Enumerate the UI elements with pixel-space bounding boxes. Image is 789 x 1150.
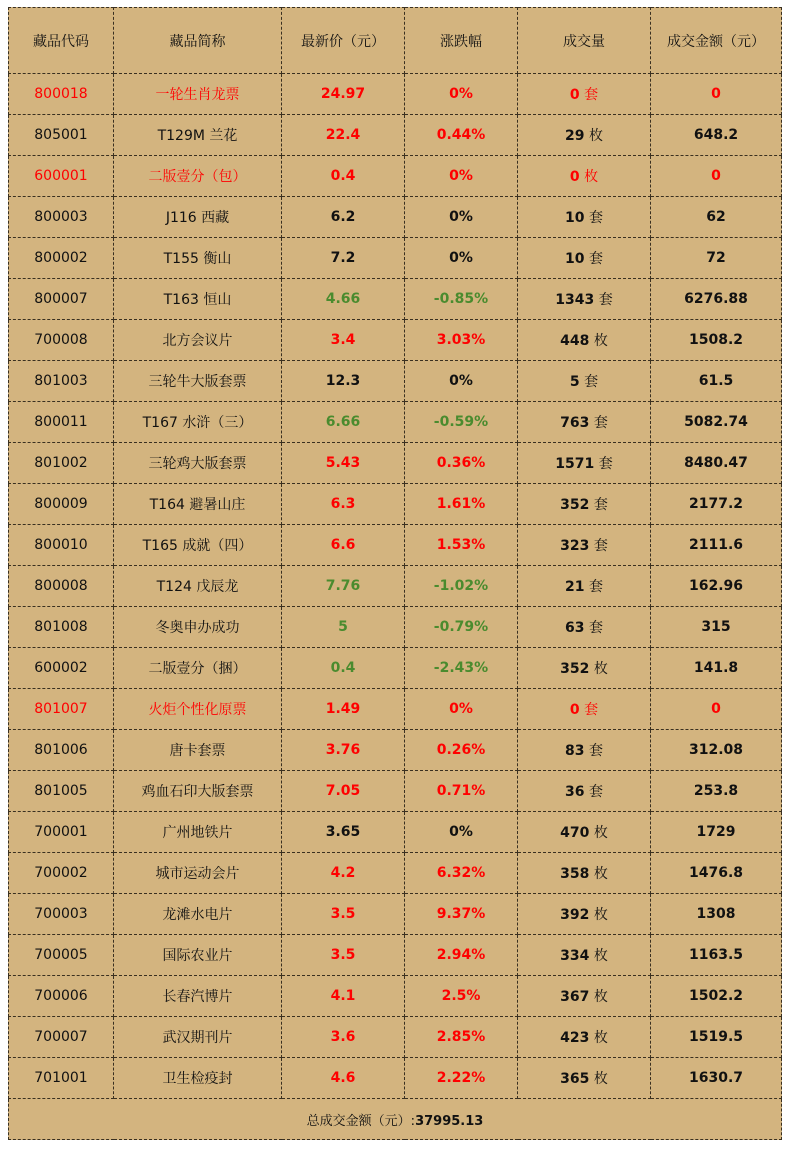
cell-volume: [518, 443, 651, 484]
cell-change: 0%: [405, 812, 518, 853]
table-row[interactable]: [9, 320, 782, 361]
table-footer-row: [9, 1099, 782, 1140]
table-row[interactable]: [9, 443, 782, 484]
volume-unit: 枚: [593, 661, 608, 677]
cell-volume: [518, 156, 651, 197]
header-price[interactable]: 最新价（元）: [282, 8, 405, 74]
cell-price: 7.05: [282, 771, 405, 812]
cell-price: 6.3: [282, 484, 405, 525]
volume-number: 470: [560, 825, 590, 841]
cell-amount: 253.8: [651, 771, 782, 812]
cell-name: 鸡血石印大版套票: [114, 771, 282, 812]
cell-amount: 62: [651, 197, 782, 238]
volume-unit: 套: [598, 456, 613, 472]
table-row[interactable]: [9, 976, 782, 1017]
cell-amount: 1502.2: [651, 976, 782, 1017]
cell-change: 0.26%: [405, 730, 518, 771]
table-row[interactable]: [9, 484, 782, 525]
volume-number: 334: [560, 948, 590, 964]
cell-amount: 162.96: [651, 566, 782, 607]
volume-unit: 套: [588, 251, 603, 267]
volume-unit: 套: [588, 620, 603, 636]
table-header-row: [9, 8, 782, 74]
volume-unit: 枚: [593, 1030, 608, 1046]
table-row[interactable]: [9, 607, 782, 648]
volume-number: 365: [560, 1071, 590, 1087]
cell-name: T164 避暑山庄: [114, 484, 282, 525]
cell-name: T155 衡山: [114, 238, 282, 279]
volume-unit: 枚: [584, 169, 599, 185]
cell-amount: 648.2: [651, 115, 782, 156]
table-row[interactable]: [9, 1017, 782, 1058]
volume-number: 21: [565, 579, 585, 595]
volume-number: 1571: [555, 456, 595, 472]
cell-volume: [518, 853, 651, 894]
cell-name: J116 西藏: [114, 197, 282, 238]
cell-price: 5: [282, 607, 405, 648]
cell-name: 三轮鸡大版套票: [114, 443, 282, 484]
cell-volume: [518, 566, 651, 607]
cell-name: T124 戊辰龙: [114, 566, 282, 607]
header-name[interactable]: 藏品简称: [114, 8, 282, 74]
cell-price: 7.76: [282, 566, 405, 607]
table-row[interactable]: [9, 689, 782, 730]
cell-change: 3.03%: [405, 320, 518, 361]
cell-amount: 8480.47: [651, 443, 782, 484]
cell-code: 805001: [9, 115, 114, 156]
total-amount-label: 总成交金额（元）:: [306, 1113, 416, 1129]
cell-change: 0%: [405, 197, 518, 238]
volume-unit: 套: [593, 497, 608, 513]
cell-code: 600001: [9, 156, 114, 197]
cell-name: 城市运动会片: [114, 853, 282, 894]
cell-price: 4.6: [282, 1058, 405, 1099]
stamp-market-table: [8, 7, 782, 1140]
volume-number: 352: [560, 661, 590, 677]
cell-volume: [518, 1017, 651, 1058]
table-row[interactable]: [9, 115, 782, 156]
cell-name: 广州地铁片: [114, 812, 282, 853]
cell-amount: 0: [651, 156, 782, 197]
cell-change: -0.59%: [405, 402, 518, 443]
cell-code: 700008: [9, 320, 114, 361]
volume-unit: 枚: [593, 907, 608, 923]
volume-number: 358: [560, 866, 590, 882]
cell-price: 3.65: [282, 812, 405, 853]
cell-change: 0.36%: [405, 443, 518, 484]
volume-number: 448: [560, 333, 590, 349]
cell-volume: [518, 484, 651, 525]
volume-number: 0: [569, 702, 580, 718]
cell-price: 0.4: [282, 156, 405, 197]
cell-volume: [518, 197, 651, 238]
cell-name: 三轮牛大版套票: [114, 361, 282, 402]
cell-code: 801008: [9, 607, 114, 648]
cell-name: 龙滩水电片: [114, 894, 282, 935]
cell-code: 800009: [9, 484, 114, 525]
cell-code: 800002: [9, 238, 114, 279]
cell-code: 800010: [9, 525, 114, 566]
cell-name: T129M 兰花: [114, 115, 282, 156]
table-row[interactable]: [9, 525, 782, 566]
volume-unit: 枚: [593, 1071, 608, 1087]
table-row[interactable]: [9, 935, 782, 976]
cell-name: 冬奥申办成功: [114, 607, 282, 648]
volume-number: 423: [560, 1030, 590, 1046]
volume-unit: 枚: [593, 866, 608, 882]
cell-price: 3.6: [282, 1017, 405, 1058]
volume-unit: 套: [588, 743, 603, 759]
cell-volume: [518, 689, 651, 730]
cell-volume: [518, 607, 651, 648]
cell-change: 0%: [405, 238, 518, 279]
volume-unit: 套: [584, 374, 599, 390]
cell-name: 卫生检疫封: [114, 1058, 282, 1099]
cell-code: 801002: [9, 443, 114, 484]
volume-number: 392: [560, 907, 590, 923]
cell-volume: [518, 894, 651, 935]
volume-number: 5: [569, 374, 580, 390]
cell-code: 801006: [9, 730, 114, 771]
cell-price: 22.4: [282, 115, 405, 156]
cell-amount: 1163.5: [651, 935, 782, 976]
volume-number: 63: [565, 620, 585, 636]
cell-amount: 72: [651, 238, 782, 279]
cell-name: 国际农业片: [114, 935, 282, 976]
cell-code: 700006: [9, 976, 114, 1017]
table-row[interactable]: [9, 566, 782, 607]
table-row[interactable]: [9, 197, 782, 238]
table-row[interactable]: [9, 402, 782, 443]
cell-price: 3.76: [282, 730, 405, 771]
cell-price: 7.2: [282, 238, 405, 279]
cell-name: 北方会议片: [114, 320, 282, 361]
cell-price: 6.2: [282, 197, 405, 238]
cell-change: 0.44%: [405, 115, 518, 156]
cell-name: 二版壹分（包）: [114, 156, 282, 197]
cell-name: T165 成就（四）: [114, 525, 282, 566]
cell-price: 1.49: [282, 689, 405, 730]
cell-price: 4.2: [282, 853, 405, 894]
volume-unit: 套: [584, 702, 599, 718]
cell-amount: 0: [651, 74, 782, 115]
cell-amount: 1508.2: [651, 320, 782, 361]
cell-code: 700007: [9, 1017, 114, 1058]
cell-volume: [518, 730, 651, 771]
cell-change: -0.79%: [405, 607, 518, 648]
cell-change: 0%: [405, 361, 518, 402]
cell-code: 801003: [9, 361, 114, 402]
cell-volume: [518, 238, 651, 279]
cell-amount: 1476.8: [651, 853, 782, 894]
table-row[interactable]: [9, 853, 782, 894]
cell-change: -1.02%: [405, 566, 518, 607]
cell-change: 6.32%: [405, 853, 518, 894]
cell-volume: [518, 74, 651, 115]
cell-amount: 315: [651, 607, 782, 648]
cell-amount: 1519.5: [651, 1017, 782, 1058]
cell-name: 武汉期刊片: [114, 1017, 282, 1058]
total-amount-value: 37995.13: [415, 1113, 484, 1129]
volume-number: 83: [565, 743, 585, 759]
cell-change: -0.85%: [405, 279, 518, 320]
cell-code: 801005: [9, 771, 114, 812]
cell-code: 800011: [9, 402, 114, 443]
volume-unit: 枚: [593, 948, 608, 964]
volume-unit: 枚: [593, 825, 608, 841]
cell-price: 6.66: [282, 402, 405, 443]
volume-number: 763: [560, 415, 590, 431]
volume-unit: 套: [598, 292, 613, 308]
table-row[interactable]: [9, 648, 782, 689]
table-row[interactable]: [9, 279, 782, 320]
cell-volume: [518, 402, 651, 443]
cell-amount: 141.8: [651, 648, 782, 689]
table-row[interactable]: [9, 238, 782, 279]
table-row[interactable]: [9, 1058, 782, 1099]
total-amount-cell: [9, 1099, 782, 1140]
cell-amount: 1630.7: [651, 1058, 782, 1099]
cell-code: 800008: [9, 566, 114, 607]
cell-code: 801007: [9, 689, 114, 730]
cell-price: 12.3: [282, 361, 405, 402]
volume-unit: 枚: [593, 989, 608, 1005]
volume-unit: 套: [584, 87, 599, 103]
cell-code: 700003: [9, 894, 114, 935]
volume-number: 0: [569, 169, 580, 185]
cell-volume: [518, 771, 651, 812]
volume-number: 323: [560, 538, 590, 554]
cell-price: 3.4: [282, 320, 405, 361]
cell-volume: [518, 361, 651, 402]
table-row[interactable]: [9, 74, 782, 115]
header-volume[interactable]: 成交量: [518, 8, 651, 74]
table-body: [9, 74, 782, 1099]
volume-number: 367: [560, 989, 590, 1005]
cell-change: 0.71%: [405, 771, 518, 812]
volume-unit: 枚: [588, 128, 603, 144]
cell-code: 800007: [9, 279, 114, 320]
cell-amount: 6276.88: [651, 279, 782, 320]
cell-change: 0%: [405, 74, 518, 115]
volume-number: 10: [565, 251, 585, 267]
cell-amount: 312.08: [651, 730, 782, 771]
cell-price: 24.97: [282, 74, 405, 115]
cell-code: 600002: [9, 648, 114, 689]
volume-number: 1343: [555, 292, 595, 308]
header-change[interactable]: 涨跌幅: [405, 8, 518, 74]
cell-price: 6.6: [282, 525, 405, 566]
cell-volume: [518, 320, 651, 361]
volume-unit: 套: [588, 210, 603, 226]
cell-amount: 2111.6: [651, 525, 782, 566]
cell-change: -2.43%: [405, 648, 518, 689]
cell-change: 2.85%: [405, 1017, 518, 1058]
cell-change: 0%: [405, 689, 518, 730]
market-table-container: [8, 7, 781, 1140]
cell-volume: [518, 115, 651, 156]
volume-number: 352: [560, 497, 590, 513]
cell-change: 2.5%: [405, 976, 518, 1017]
volume-unit: 枚: [593, 333, 608, 349]
volume-unit: 套: [588, 784, 603, 800]
cell-change: 2.22%: [405, 1058, 518, 1099]
table-row[interactable]: [9, 156, 782, 197]
cell-code: 700001: [9, 812, 114, 853]
cell-change: 2.94%: [405, 935, 518, 976]
cell-price: 4.1: [282, 976, 405, 1017]
volume-number: 36: [565, 784, 585, 800]
table-row[interactable]: [9, 894, 782, 935]
cell-change: 9.37%: [405, 894, 518, 935]
cell-volume: [518, 1058, 651, 1099]
cell-change: 1.53%: [405, 525, 518, 566]
cell-name: 二版壹分（捆）: [114, 648, 282, 689]
cell-amount: 0: [651, 689, 782, 730]
cell-volume: [518, 648, 651, 689]
header-amount[interactable]: 成交金额（元）: [651, 8, 782, 74]
volume-unit: 套: [593, 538, 608, 554]
cell-amount: 2177.2: [651, 484, 782, 525]
cell-volume: [518, 525, 651, 566]
cell-name: 唐卡套票: [114, 730, 282, 771]
cell-change: 0%: [405, 156, 518, 197]
cell-name: 长春汽博片: [114, 976, 282, 1017]
volume-number: 10: [565, 210, 585, 226]
cell-price: 0.4: [282, 648, 405, 689]
cell-price: 5.43: [282, 443, 405, 484]
cell-code: 700002: [9, 853, 114, 894]
cell-volume: [518, 812, 651, 853]
cell-volume: [518, 935, 651, 976]
table-row[interactable]: [9, 730, 782, 771]
table-row[interactable]: [9, 812, 782, 853]
cell-amount: 5082.74: [651, 402, 782, 443]
cell-name: 火炬个性化原票: [114, 689, 282, 730]
cell-code: 800018: [9, 74, 114, 115]
volume-number: 29: [565, 128, 585, 144]
cell-price: 3.5: [282, 935, 405, 976]
cell-code: 800003: [9, 197, 114, 238]
cell-name: 一轮生肖龙票: [114, 74, 282, 115]
table-row[interactable]: [9, 361, 782, 402]
cell-change: 1.61%: [405, 484, 518, 525]
cell-amount: 61.5: [651, 361, 782, 402]
cell-volume: [518, 976, 651, 1017]
table-row[interactable]: [9, 771, 782, 812]
volume-number: 0: [569, 87, 580, 103]
cell-name: T163 恒山: [114, 279, 282, 320]
volume-unit: 套: [593, 415, 608, 431]
cell-code: 700005: [9, 935, 114, 976]
cell-price: 4.66: [282, 279, 405, 320]
cell-code: 701001: [9, 1058, 114, 1099]
cell-name: T167 水浒（三）: [114, 402, 282, 443]
header-code[interactable]: 藏品代码: [9, 8, 114, 74]
cell-amount: 1729: [651, 812, 782, 853]
cell-amount: 1308: [651, 894, 782, 935]
cell-volume: [518, 279, 651, 320]
volume-unit: 套: [588, 579, 603, 595]
cell-price: 3.5: [282, 894, 405, 935]
